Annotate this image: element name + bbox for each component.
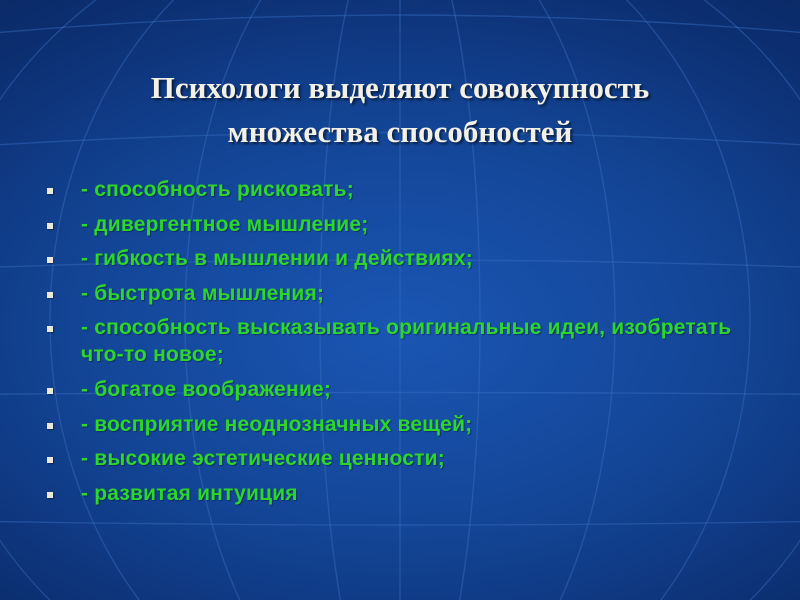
list-item-text: - богатое воображение; (81, 377, 332, 401)
list-item-text: - способность высказывать оригинальные идеи, изобретать что-то новое; (81, 316, 732, 367)
list-item (40, 176, 740, 203)
square-bullet-icon (47, 292, 53, 298)
list-item (40, 280, 740, 307)
list-item-text: - гибкость в мышлении и действиях; (81, 247, 473, 271)
list-item (40, 480, 740, 507)
square-bullet-icon (47, 457, 53, 463)
list-item (40, 376, 740, 403)
square-bullet-icon (47, 257, 53, 263)
square-bullet-icon (47, 492, 53, 498)
bullet-list (40, 176, 740, 514)
list-item-text: - способность рисковать; (81, 178, 354, 201)
slide-title (40, 66, 760, 154)
slide-title-line-2: множества способностей (227, 114, 573, 149)
list-item-text: - дивергентное мышление; (81, 212, 369, 236)
list-item-text: - быстрота мышления; (81, 281, 325, 305)
list-item-text: - развитая интуиция (81, 481, 298, 505)
list-item (40, 445, 740, 472)
square-bullet-icon (47, 423, 53, 429)
list-item (40, 411, 740, 438)
list-item-text: - восприятие неоднозначных вещей; (81, 412, 473, 436)
list-item-text: - высокие эстетические ценности; (81, 447, 445, 471)
square-bullet-icon (47, 326, 53, 332)
list-item (40, 314, 740, 368)
square-bullet-icon (47, 188, 53, 194)
list-item (40, 245, 740, 272)
square-bullet-icon (47, 388, 53, 394)
slide-title-line-1: Психологи выделяют совокупность (150, 70, 650, 105)
square-bullet-icon (47, 223, 53, 229)
list-item (40, 211, 740, 238)
